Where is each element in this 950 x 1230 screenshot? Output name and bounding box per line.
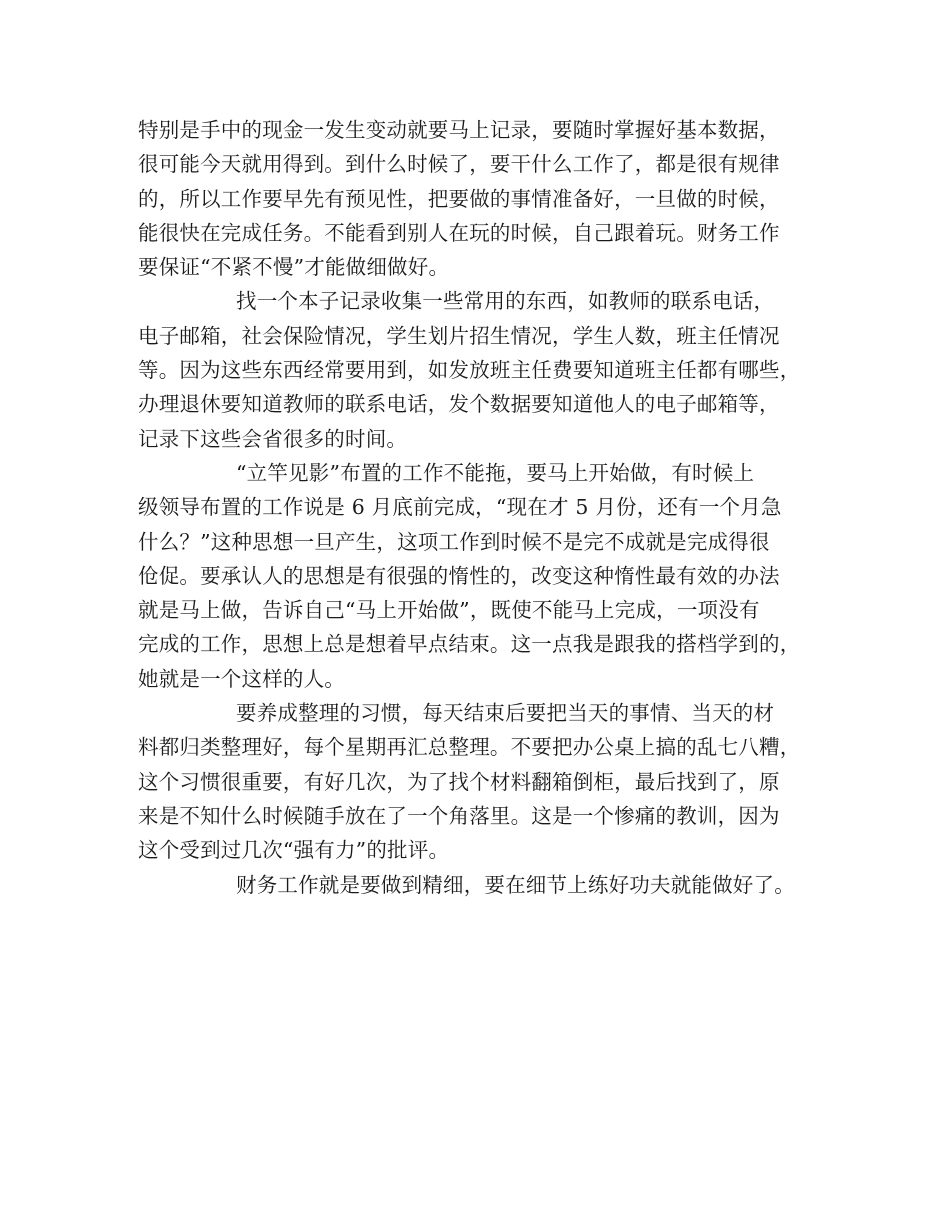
- text-line: 很可能今天就用得到。到什么时候了，要干什么工作了，都是很有规律: [138, 152, 780, 177]
- text-line-first: “立竿见影”布置的工作不能拖，要马上开始做，有时候上: [236, 460, 755, 485]
- text-line: 这个习惯很重要，有好几次，为了找个材料翻箱倒柜，最后找到了，原: [138, 769, 780, 794]
- text-line: 就是马上做，告诉自己“马上开始做”，既使不能马上完成，一项没有: [138, 598, 760, 623]
- text-line: 办理退休要知道教师的联系电话，发个数据要知道他人的电子邮箱等，: [138, 392, 780, 417]
- text-line: 等。因为这些东西经常要用到，如发放班主任费要知道班主任都有哪些，: [138, 358, 801, 383]
- paragraph: [138, 113, 838, 284]
- text-line: 她就是一个这样的人。: [138, 666, 345, 691]
- document-body: [138, 113, 838, 902]
- text-line: 电子邮箱，社会保险情况，学生划片招生情况，学生人数，班主任情况: [138, 323, 780, 348]
- paragraph: [138, 868, 838, 902]
- text-line: 伧促。要承认人的思想是有很强的惰性的，改变这种惰性最有效的办法: [138, 563, 780, 588]
- text-line: 的，所以工作要早先有预见性，把要做的事情准备好，一旦做的时候，: [138, 186, 780, 211]
- text-line: 料都归类整理好，每个星期再汇总整理。不要把办公桌上搞的乱七八糟，: [138, 735, 801, 760]
- text-line: 完成的工作，思想上总是想着早点结束。这一点我是跟我的搭档学到的，: [138, 632, 801, 657]
- paragraph: [138, 456, 838, 696]
- text-line: 级领导布置的工作说是 6 月底前完成，“现在才 5 月份，还有一个月急: [138, 495, 782, 520]
- text-line: 特别是手中的现金一发生变动就要马上记录，要随时掌握好基本数据，: [138, 118, 780, 142]
- text-line: 来是不知什么时候随手放在了一个角落里。这是一个惨痛的教训，因为: [138, 803, 780, 828]
- text-line: 什么？”这种思想一旦产生，这项工作到时候不是完不成就是完成得很: [138, 529, 770, 554]
- text-line: 能很快在完成任务。不能看到别人在玩的时候，自己跟着玩。财务工作: [138, 220, 780, 245]
- text-line-first: 找一个本子记录收集一些常用的东西，如教师的联系电话，: [236, 289, 775, 314]
- text-line-first: 要养成整理的习惯，每天结束后要把当天的事情、当天的材: [236, 701, 775, 726]
- text-line-first: 财务工作就是要做到精细，要在细节上练好功夫就能做好了。: [236, 872, 795, 897]
- paragraph: [138, 696, 838, 867]
- text-line: 记录下这些会省很多的时间。: [138, 426, 408, 451]
- text-line: 要保证“不紧不慢”才能做细做好。: [138, 255, 450, 280]
- paragraph: [138, 284, 838, 455]
- text-line: 这个受到过几次“强有力”的批评。: [138, 838, 450, 863]
